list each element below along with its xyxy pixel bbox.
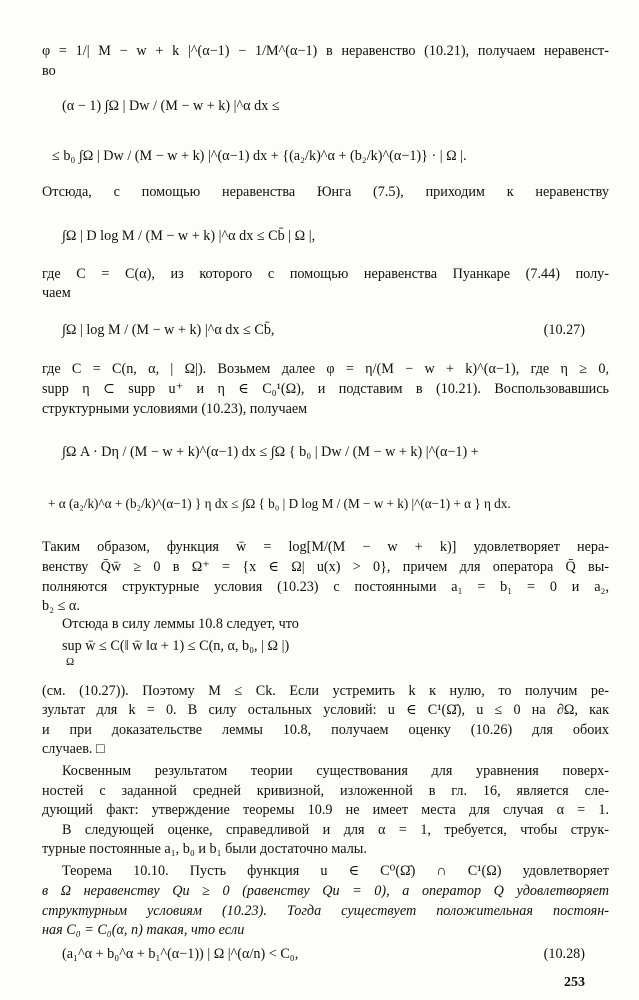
text-line: где C = C(α), из которого с помощью неравенства Пуанкаре (7.44) полу- — [42, 266, 609, 282]
theorem-line: в Ω неравенству Qu ≥ 0 (равенству Qu = 0), а оператор Q удовлетворяет — [42, 883, 609, 899]
text-line: случаев. □ — [42, 741, 105, 757]
text-line: во — [42, 63, 56, 79]
text-line: φ = 1/| M − w + k |^(α−1) − 1/M^(α−1) в неравенство (10.21), получаем неравенст- — [42, 43, 609, 59]
equation: ∫Ω | D log M / (M − w + k) |^α dx ≤ Cb̄ | Ω |, — [62, 228, 316, 244]
text-line: Отсюда, с помощью неравенства Юнга (7.5), приходим к неравенству — [42, 184, 609, 200]
text-line: чаем — [42, 285, 71, 301]
text-line: (см. (10.27)). Поэтому M ≤ Ck. Если устремить k к нулю, то получим ре- — [42, 683, 609, 699]
equation-subscript: Ω — [66, 656, 75, 668]
text-line: дующий факт: утверждение теоремы 10.9 не имеет места для случая α = 1. — [42, 802, 609, 818]
equation: (a₁^α + b₀^α + b₁^(α−1)) | Ω |^(α/n) < C₀, — [62, 946, 299, 962]
page-number: 253 — [564, 975, 585, 990]
text-line: и при доказательстве леммы 10.8, получаем оценку (10.26) для обоих — [42, 722, 609, 738]
text-line: венству Q̄w̄ ≥ 0 в Ω⁺ = {x ∈ Ω| u(x) > 0}, причем для оператора Q̄ вы- — [42, 559, 609, 575]
text-line: турные постоянные a₁, b₀ и b₁ были достаточно малы. — [42, 841, 367, 857]
equation: ≤ b₀ ∫Ω | Dw / (M − w + k) |^(α−1) dx + {(a₂/k)^α + (b₂/k)^(α−1)} · | Ω |. — [52, 148, 467, 164]
text-line: полняются структурные условия (10.23) с постоянными a₁ = b₁ = 0 и a₂, — [42, 579, 609, 595]
text-line: supp η ⊂ supp u⁺ и η ∈ C₀¹(Ω), и подставим в (10.21). Воспользовавшись — [42, 381, 609, 397]
text-line: структурными условиями (10.23), получаем — [42, 401, 308, 417]
equation-number: (10.27) — [543, 322, 585, 338]
text-line: зультат для k = 0. В силу остальных условий: u ∈ C¹(Ω̄), u ≤ 0 на ∂Ω, как — [42, 702, 609, 718]
equation-number: (10.28) — [543, 946, 585, 962]
equation: ∫Ω A · Dη / (M − w + k)^(α−1) dx ≤ ∫Ω { b₀ | Dw / (M − w + k) |^(α−1) + — [62, 444, 479, 460]
theorem-line: структурным условиям (10.23). Тогда существует положительная постоян- — [42, 903, 609, 919]
text-line: Таким образом, функция w̄ = log[M/(M − w + k)] удовлетворяет нера- — [42, 539, 609, 555]
equation: sup w̄ ≤ C(‖ w̄ ‖α + 1) ≤ C(n, α, b₀, | Ω |) — [62, 638, 290, 654]
text-line: Косвенным результатом теории существования для уравнения поверх- — [62, 763, 609, 779]
theorem-line: ная C₀ = C₀(α, n) такая, что если — [42, 922, 245, 938]
equation: (α − 1) ∫Ω | Dw / (M − w + k) |^α dx ≤ — [62, 98, 280, 114]
text-line: ностей с заданной средней кривизной, изложенной в гл. 16, является сле- — [42, 783, 609, 799]
text-line: b₂ ≤ α. — [42, 598, 80, 614]
text-line: где C = C(n, α, | Ω|). Возьмем далее φ = η/(M − w + k)^(α−1), где η ≥ 0, — [42, 361, 609, 377]
equation: + α (a₂/k)^α + (b₂/k)^(α−1) } η dx ≤ ∫Ω { b₀ | D log M / (M − w + k) |^(α−1) + α } η dx. — [48, 496, 511, 511]
theorem-line: Теорема 10.10. Пусть функция u ∈ C⁰(Ω̄) ∩ C¹(Ω) удовлетворяет — [62, 863, 609, 879]
equation: ∫Ω | log M / (M − w + k) |^α dx ≤ Cb̄, — [62, 322, 275, 338]
text-line: В следующей оценке, справедливой и для α = 1, требуется, чтобы струк- — [62, 822, 609, 838]
text-line: Отсюда в силу леммы 10.8 следует, что — [62, 616, 299, 632]
